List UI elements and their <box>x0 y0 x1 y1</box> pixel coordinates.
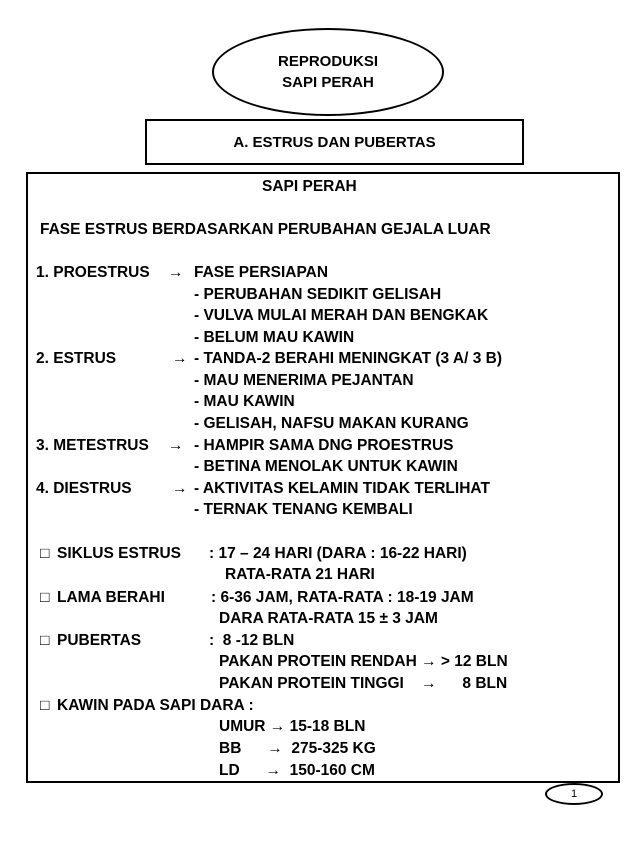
phase-item: - AKTIVITAS KELAMIN TIDAK TERLIHAT <box>194 480 490 497</box>
bullet-icon: □ <box>40 697 50 714</box>
phase-item: FASE PERSIAPAN <box>194 264 329 281</box>
fact-label-siklus-estrus: SIKLUS ESTRUS <box>57 545 182 562</box>
fact-value: LD → 150-160 CM <box>219 762 375 779</box>
phase-item: - BETINA MENOLAK UNTUK KAWIN <box>194 458 458 475</box>
phase-label-estrus: 2. ESTRUS <box>36 350 117 367</box>
bullet-icon: □ <box>40 545 50 562</box>
phase-item: - GELISAH, NAFSU MAKAN KURANG <box>194 415 469 432</box>
page-number: 1 <box>570 788 578 800</box>
arrow-icon: → <box>172 350 188 367</box>
fact-value: RATA-RATA 21 HARI <box>225 566 375 583</box>
phase-label-proestrus: 1. PROESTRUS <box>36 264 150 281</box>
phase-item: - TANDA-2 BERAHI MENINGKAT (3 A/ 3 B) <box>194 350 502 367</box>
box-heading: SAPI PERAH <box>262 178 357 195</box>
phase-label-diestrus: 4. DIESTRUS <box>36 480 132 497</box>
fact-label-lama-berahi: LAMA BERAHI <box>57 589 165 606</box>
phase-label-metestrus: 3. METESTRUS <box>36 437 149 454</box>
fact-value: : 17 – 24 HARI (DARA : 16-22 HARI) <box>209 545 467 562</box>
fact-value: : 8 -12 BLN <box>209 632 295 649</box>
phase-item: - HAMPIR SAMA DNG PROESTRUS <box>194 437 454 454</box>
page-number-oval <box>545 783 603 805</box>
arrow-icon: → <box>168 264 184 281</box>
fact-label-kawin-sapi-dara: KAWIN PADA SAPI DARA : <box>57 697 254 714</box>
fact-value: PAKAN PROTEIN TINGGI → 8 BLN <box>219 675 508 692</box>
phase-item: - VULVA MULAI MERAH DAN BENGKAK <box>194 307 489 324</box>
arrow-icon: → <box>168 437 184 454</box>
fact-label-pubertas: PUBERTAS <box>57 632 142 649</box>
phase-item: - BELUM MAU KAWIN <box>194 329 355 346</box>
arrow-icon: → <box>172 480 188 497</box>
fact-value: : 6-36 JAM, RATA-RATA : 18-19 JAM <box>211 589 474 606</box>
fact-value: DARA RATA-RATA 15 ± 3 JAM <box>219 610 438 627</box>
phase-item: - PERUBAHAN SEDIKIT GELISAH <box>194 286 442 303</box>
title-line-1: REPRODUKSI <box>277 53 378 70</box>
box-subheading: FASE ESTRUS BERDASARKAN PERUBAHAN GEJALA LUAR <box>40 221 491 238</box>
section-heading-box <box>145 119 524 165</box>
fact-value: UMUR → 15-18 BLN <box>219 718 366 735</box>
fact-value: PAKAN PROTEIN RENDAH → > 12 BLN <box>219 653 508 670</box>
phase-item: - MAU MENERIMA PEJANTAN <box>194 372 414 389</box>
phase-item: - TERNAK TENANG KEMBALI <box>194 501 413 518</box>
fact-value: BB → 275-325 KG <box>219 740 376 757</box>
phase-item: - MAU KAWIN <box>194 393 295 410</box>
bullet-icon: □ <box>40 632 50 649</box>
section-heading: A. ESTRUS DAN PUBERTAS <box>233 133 436 151</box>
title-line-2: SAPI PERAH <box>282 74 374 91</box>
title-oval <box>212 28 444 116</box>
bullet-icon: □ <box>40 589 50 606</box>
